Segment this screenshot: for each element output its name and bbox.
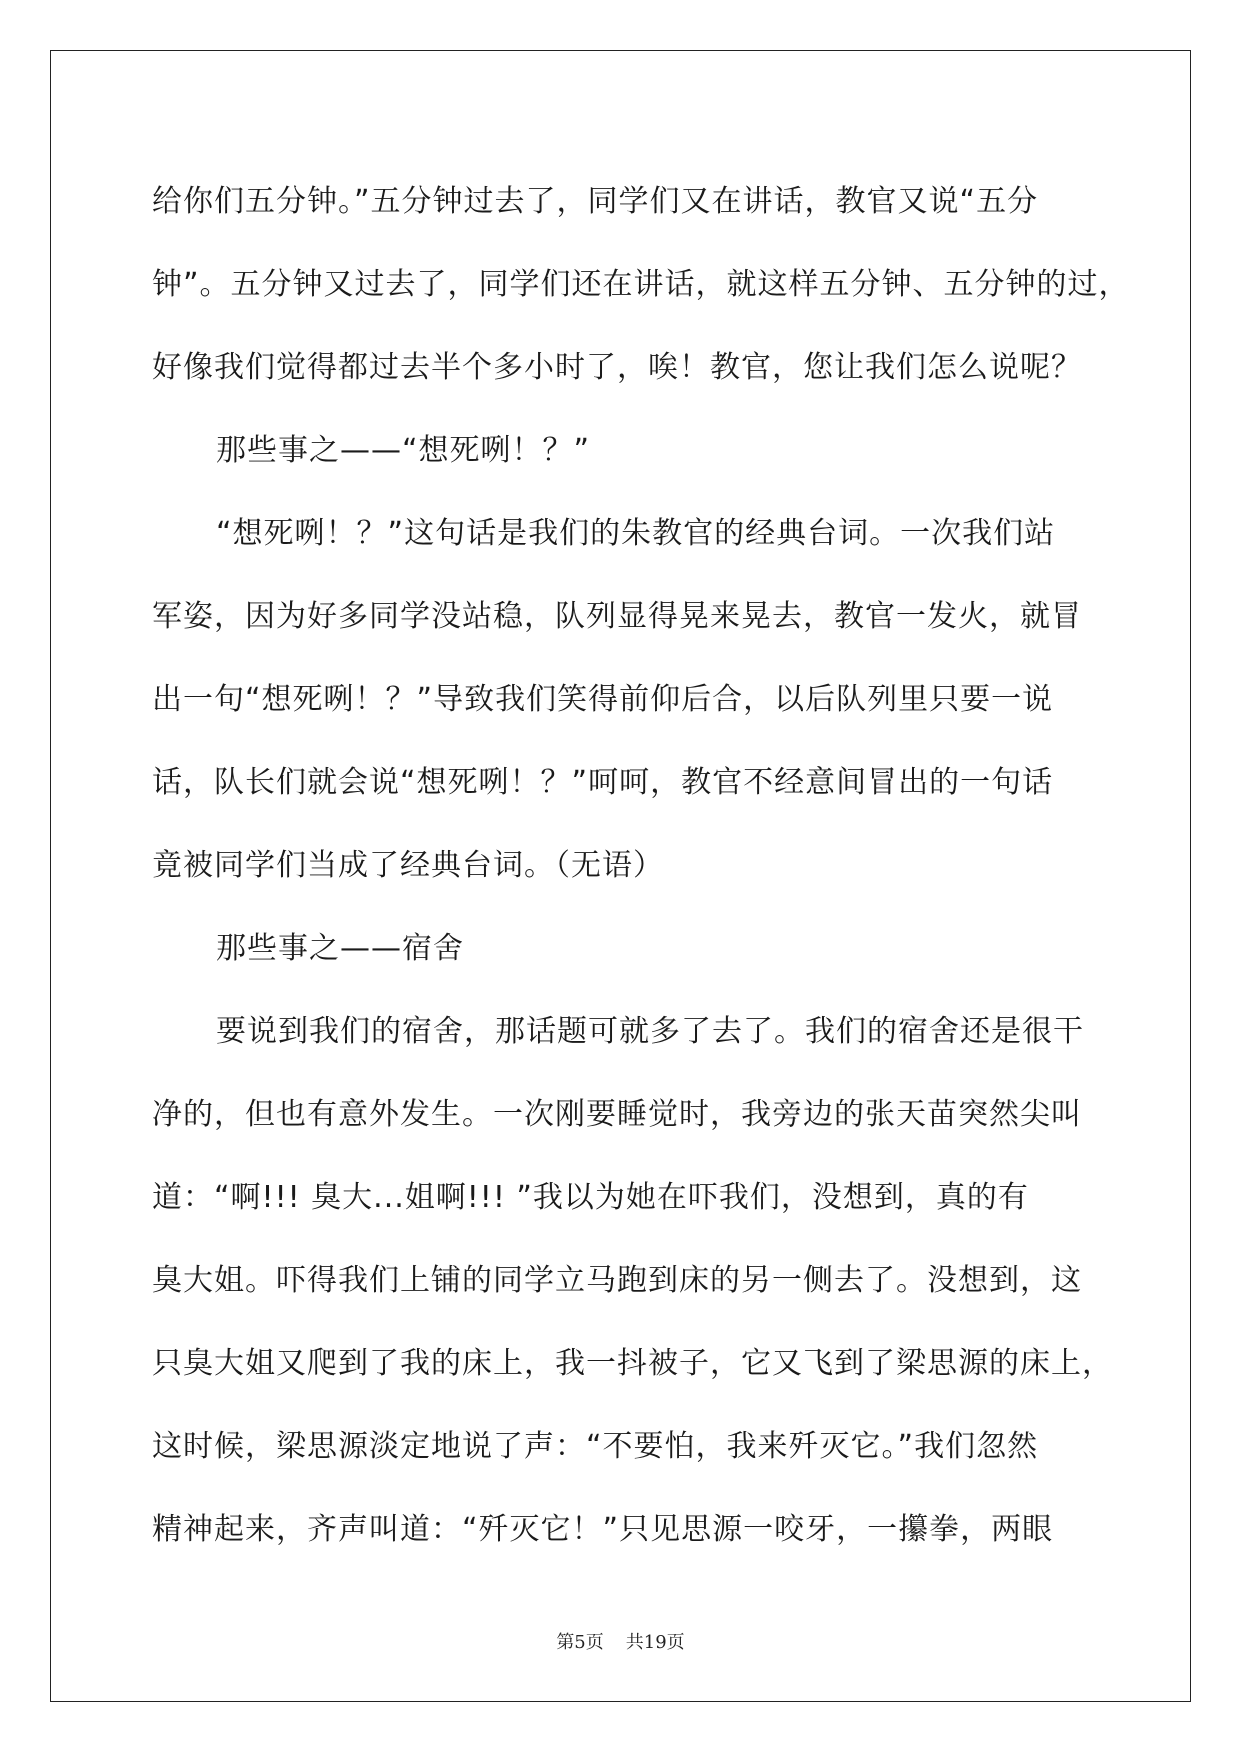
page-number: 第5页 bbox=[556, 1632, 604, 1653]
text-line: 好像我们觉得都过去半个多小时了，唉！教官，您让我们怎么说呢？ bbox=[152, 350, 1082, 385]
section-heading: 那些事之——“想死咧！？” bbox=[216, 433, 591, 468]
text-line: 话，队长们就会说“想死咧！？”呵呵，教官不经意间冒出的一句话 bbox=[152, 765, 1054, 800]
text-line: 竟被同学们当成了经典台词。（无语） bbox=[152, 848, 664, 883]
text-line: 这时候，梁思源淡定地说了声：“不要怕，我来歼灭它。”我们忽然 bbox=[152, 1429, 1039, 1464]
text-line: “想死咧！？”这句话是我们的朱教官的经典台词。一次我们站 bbox=[216, 516, 1056, 551]
text-line: 军姿，因为好多同学没站稳，队列显得晃来晃去，教官一发火，就冒 bbox=[152, 599, 1082, 634]
text-line: 要说到我们的宿舍，那话题可就多了去了。我们的宿舍还是很干 bbox=[216, 1014, 1084, 1049]
text-line: 钟”。五分钟又过去了，同学们还在讲话，就这样五分钟、五分钟的过， bbox=[152, 267, 1130, 302]
page-footer bbox=[0, 1628, 1241, 1654]
text-line: 臭大姐。吓得我们上铺的同学立马跑到床的另一侧去了。没想到，这 bbox=[152, 1263, 1082, 1298]
text-line: 道：“啊!!! 臭大...姐啊!!! ”我以为她在吓我们，没想到，真的有 bbox=[152, 1180, 1029, 1215]
document-body bbox=[152, 160, 1130, 1571]
text-line: 净的，但也有意外发生。一次刚要睡觉时，我旁边的张天苗突然尖叫 bbox=[152, 1097, 1082, 1132]
text-line: 出一句“想死咧！？”导致我们笑得前仰后合，以后队列里只要一说 bbox=[152, 682, 1054, 717]
text-line: 给你们五分钟。”五分钟过去了，同学们又在讲话，教官又说“五分 bbox=[152, 184, 1039, 219]
total-pages: 共19页 bbox=[625, 1632, 685, 1653]
section-heading: 那些事之——宿舍 bbox=[216, 931, 464, 966]
text-line: 精神起来，齐声叫道：“歼灭它！”只见思源一咬牙，一攥拳，两眼 bbox=[152, 1512, 1054, 1547]
text-line: 只臭大姐又爬到了我的床上，我一抖被子，它又飞到了梁思源的床上， bbox=[152, 1346, 1113, 1381]
